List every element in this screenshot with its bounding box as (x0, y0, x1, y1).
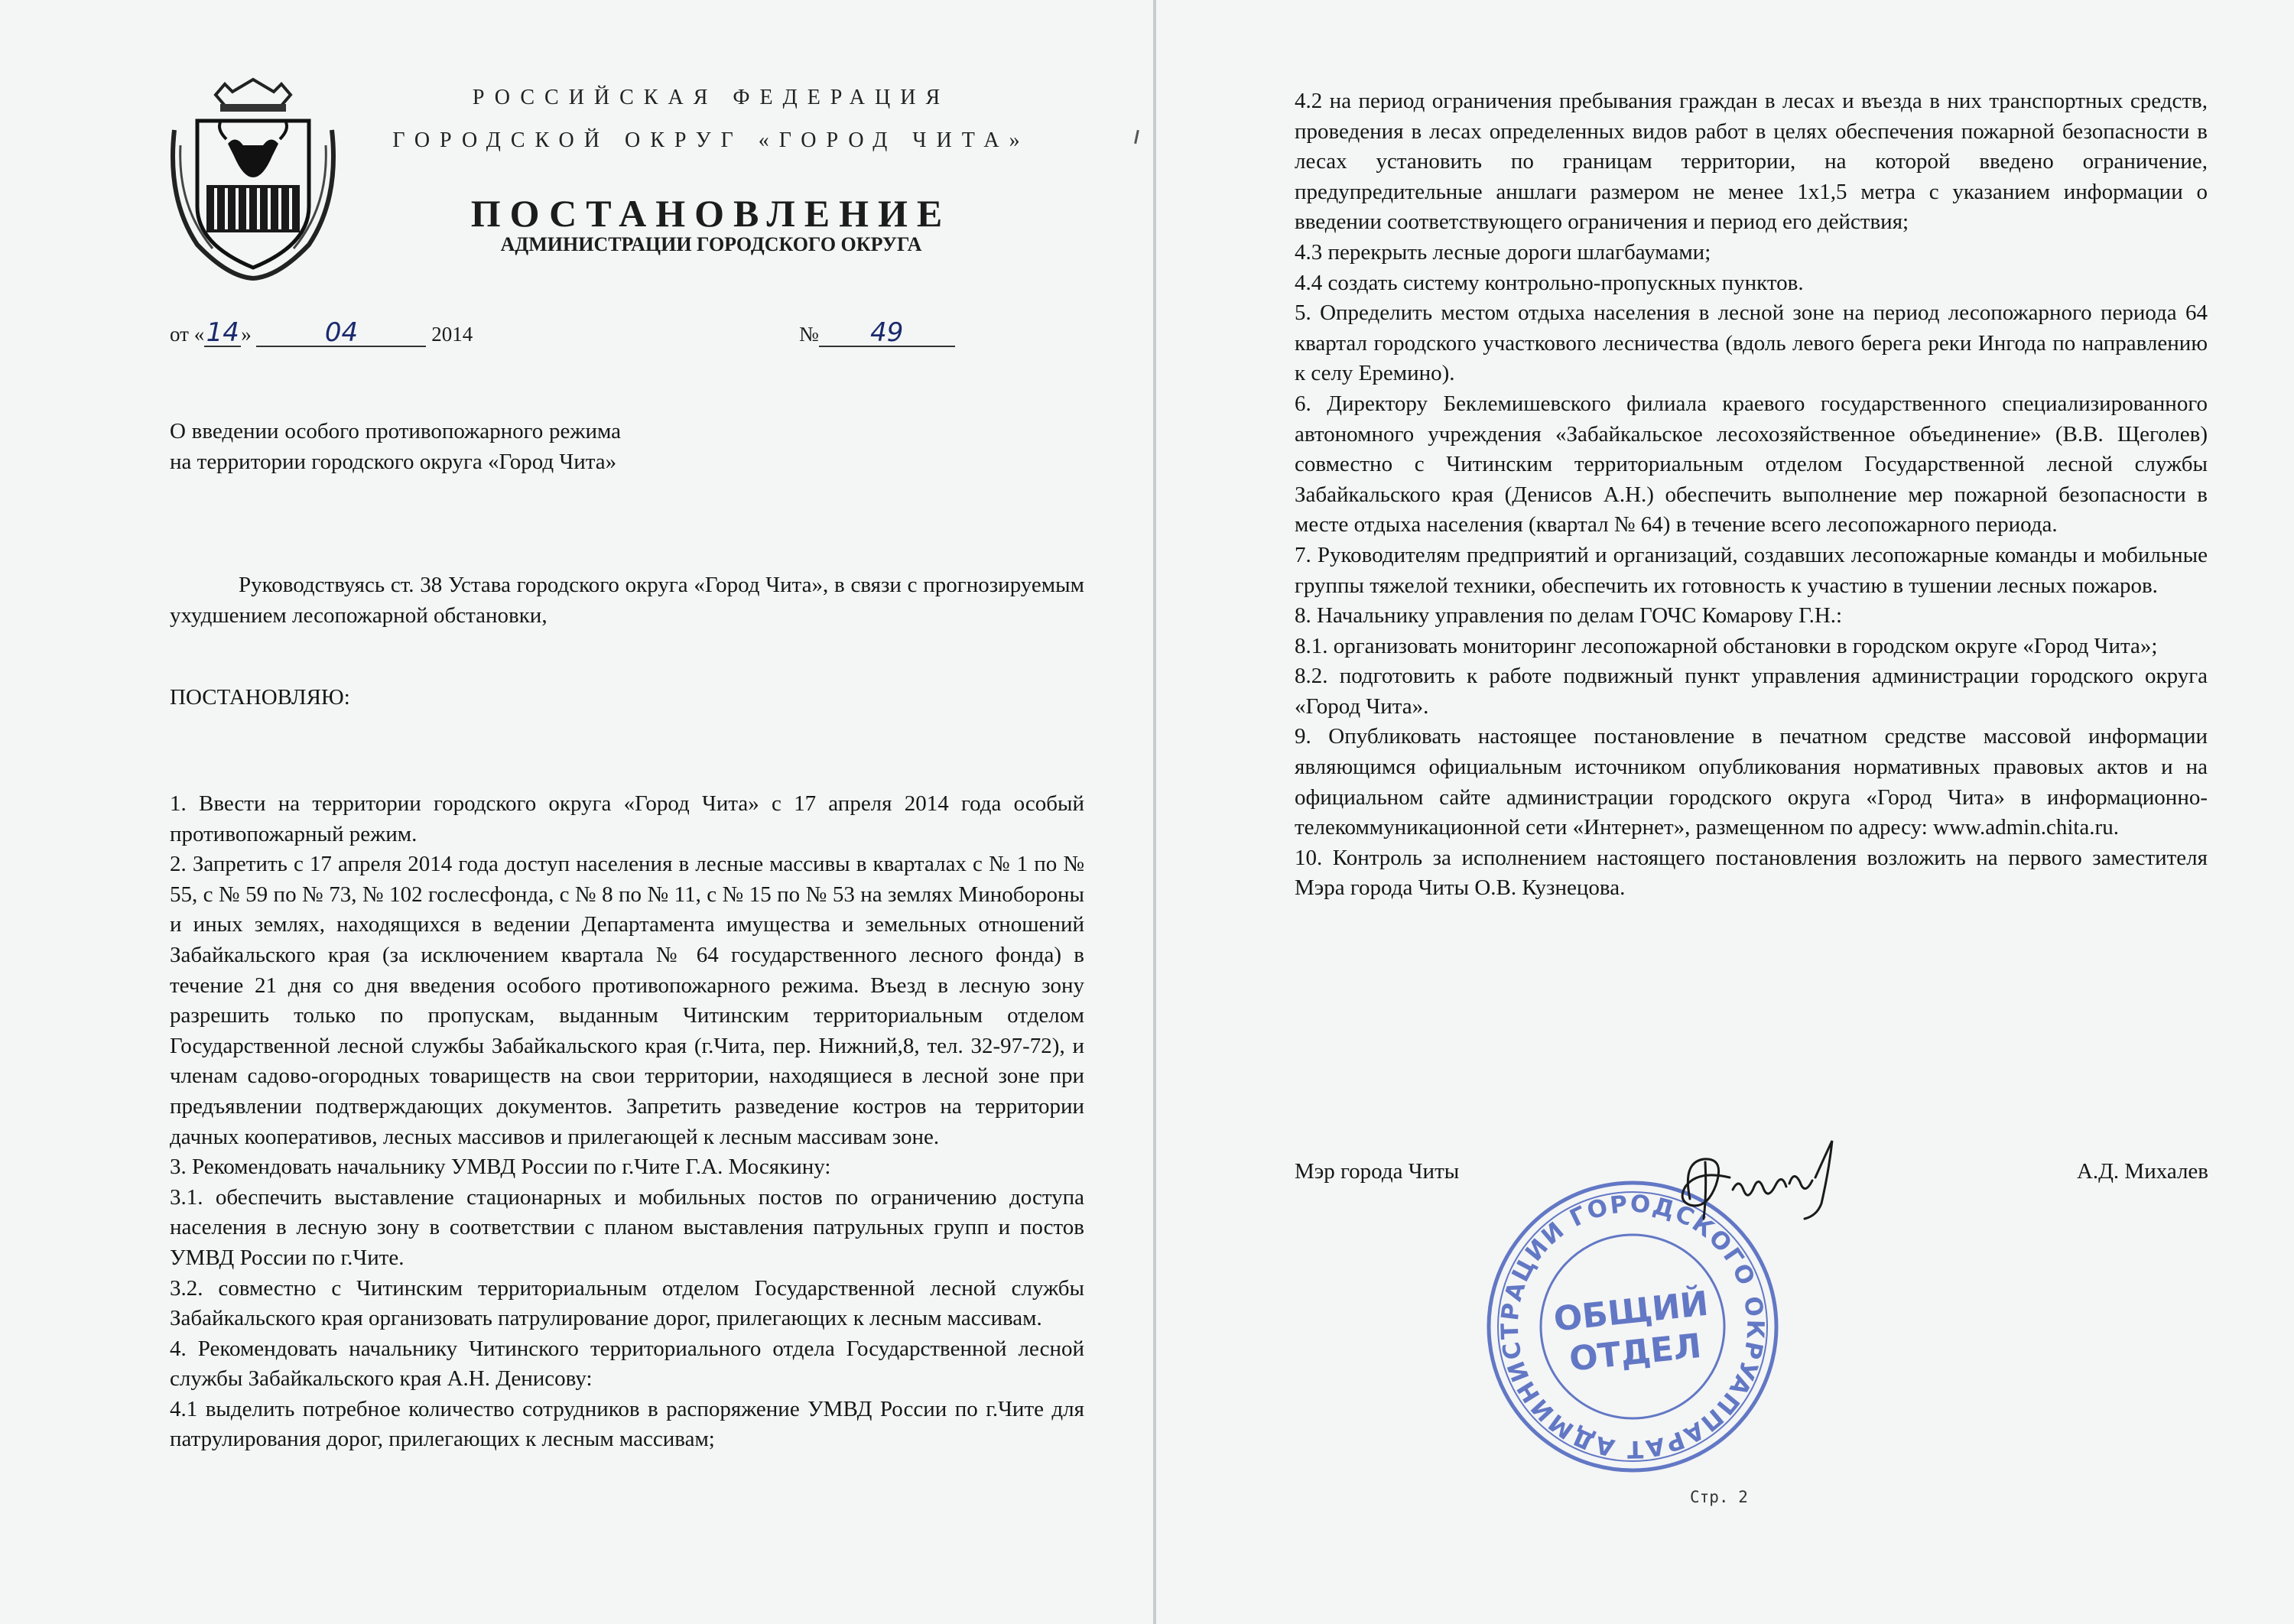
stamp-ring-text: АППАРАТ АДМИНИСТРАЦИИ ГОРОДСКОГО ОКРУГА (1496, 1190, 1769, 1463)
page-number: Стр. 2 (1690, 1488, 1748, 1506)
list-item: 8.1. организовать мониторинг лесопожарной обстановки в городском округе «Город Чита»; (1295, 633, 2158, 658)
signatory-position: Мэр города Читы (1295, 1159, 1460, 1184)
date-field (170, 317, 473, 348)
header-country: РОССИЙСКАЯ ФЕДЕРАЦИЯ (472, 86, 950, 109)
city-coat-of-arms-icon (167, 76, 340, 281)
document-subtitle: АДМИНИСТРАЦИИ ГОРОДСКОГО ОКРУГА (500, 233, 922, 255)
list-item: 2. Запретить с 17 апреля 2014 года доступ населения в лесные массивы в кварталах с № 1 по № 55, с № 59 по № 73, № 102 гослесфонда, с № 8 по № 11, с № 15 по № 53 на землях Минобороны и иных землях, находящихся в ведении Департамента имущества и земельных отношений Забайкальского края (за исключением квартала № 64 государственного лесного фонда) в течение 21 дня со дня введения особого противопожарного режима. Въезд в лесную зону разрешить только по пропускам, выданным Читинским территориальным отделом Государственной лесной службы Забайкальского края (г.Чита, пер. Нижний,8, тел. 32-97-72), и членам садово-огородных товариществ на свои территории, находящиеся в лесной зоне при предъявлении подтверждающих документов. Запретить разведение костров на территории дачных кооперативов, лесных массивов и прилегающей к лесным массивам зоне. (170, 852, 1084, 1149)
number-prefix: № (799, 323, 819, 346)
document-number: 49 (819, 320, 955, 347)
list-item: 10. Контроль за исполнением настоящего постановления возложить на первого заместителя Мэра города Читы О.В. Кузнецова. (1295, 845, 2208, 901)
document-number-field (799, 317, 955, 348)
right-body (1295, 86, 2208, 904)
list-item: 9. Опубликовать настоящее постановление в печатном средстве массовой информации являющимся официальным источником опубликования нормативных правовых актов и на официальном сайте администрации городского округа «Город Чита» в информационно-телекоммуникационной сети «Интернет», размещенном по адресу: www.admin.chita.ru. (1295, 724, 2208, 840)
list-item: 4.2 на период ограничения пребывания граждан в лесах и въезда в них транспортных средств, проведения в лесах определенных видов работ в целях обеспечения пожарной безопасности в лесах установить по границам территории, на которой введено ограничение, предупредительные аншлаги размером не менее 1х1,5 метра с указанием информации о введении соответствующего ограничения и период его действия; (1295, 89, 2208, 235)
list-item: 4. Рекомендовать начальнику Читинского территориального отдела Государственной лесной службы Забайкальского края А.Н. Денисову: (170, 1336, 1084, 1392)
stamp-center-line1: ОБЩИЙ (1552, 1284, 1711, 1340)
date-mid: » (241, 323, 252, 346)
signatory-name: А.Д. Михалев (2076, 1159, 2208, 1184)
decree-word: ПОСТАНОВЛЯЮ: (170, 685, 350, 710)
list-item: 8.2. подготовить к работе подвижный пункт управления администрации городского округа «Город Чита». (1295, 664, 2208, 719)
list-item: 1. Ввести на территории городского округа «Город Чита» с 17 апреля 2014 года особый противопожарный режим. (170, 791, 1084, 846)
date-day: 14 (204, 320, 241, 347)
document-subject: О введении особого противопожарного режима на территории городского округа «Город Чита» (170, 419, 621, 474)
list-item: 8. Начальнику управления по делам ГОЧС Комарову Г.Н.: (1295, 603, 1843, 628)
header-district: ГОРОДСКОЙ ОКРУГ «ГОРОД ЧИТА» (392, 128, 1030, 152)
list-item: 4.4 создать систему контрольно-пропускных пунктов. (1295, 270, 1804, 295)
intro-paragraph: Руководствуясь ст. 38 Устава городского округа «Город Чита», в связи с прогнозируемым ухудшением лесопожарной обстановки, (170, 573, 1084, 628)
list-item: 6. Директору Беклемишевского филиала краевого государственного специализированного автономного учреждения «Забайкальское лесохозяйственное объединение» (В.В. Щеголев) совместно с Читинским территориальным отделом Государственной лесной службы Забайкальского края (Денисов А.Н.) обеспечить выполнение мер пожарной безопасности в месте отдыха населения (квартал № 64) в течение всего лесопожарного периода. (1295, 391, 2208, 538)
date-year: 2014 (431, 323, 473, 346)
date-prefix: от « (170, 323, 205, 346)
document-title: ПОСТАНОВЛЕНИЕ (470, 192, 952, 235)
handwritten-signature-icon (1659, 1139, 1858, 1231)
list-item: 7. Руководителям предприятий и организаций, создавших лесопожарные команды и мобильные группы тяжелой техники, обеспечить их готовность к участию в тушении лесных пожаров. (1295, 542, 2208, 598)
list-item: 3.1. обеспечить выставление стационарных и мобильных постов по ограничению доступа населения в лесную зону в соответствии с планом выставления патрульных групп и постов УМВД России по г.Чите. (170, 1184, 1084, 1270)
list-item: 4.3 перекрыть лесные дороги шлагбаумами; (1295, 239, 1711, 265)
date-month: 04 (256, 320, 426, 347)
page-fold (1153, 0, 1156, 1624)
list-item: 3.2. совместно с Читинским территориальным отделом Государственной лесной службы Забайкальского края организовать патрулирование дорог, прилегающих к лесным массивам. (170, 1275, 1084, 1331)
list-item: 3. Рекомендовать начальнику УМВД России по г.Чите Г.А. Мосякину: (170, 1155, 831, 1180)
list-item: 5. Определить местом отдыха населения в лесной зоне на период лесопожарного периода 64 квартал городского участкового лесничества (вдоль левого берега реки Ингода по направлению к селу Еремино). (1295, 300, 2208, 386)
left-body (170, 789, 1084, 1455)
list-item: 4.1 выделить потребное количество сотрудников в распоряжение УМВД России по г.Чите для патрулирования дорог, прилегающих к лесным массивам; (170, 1396, 1084, 1452)
stamp-center-line2: ОТДЕЛ (1567, 1326, 1704, 1379)
